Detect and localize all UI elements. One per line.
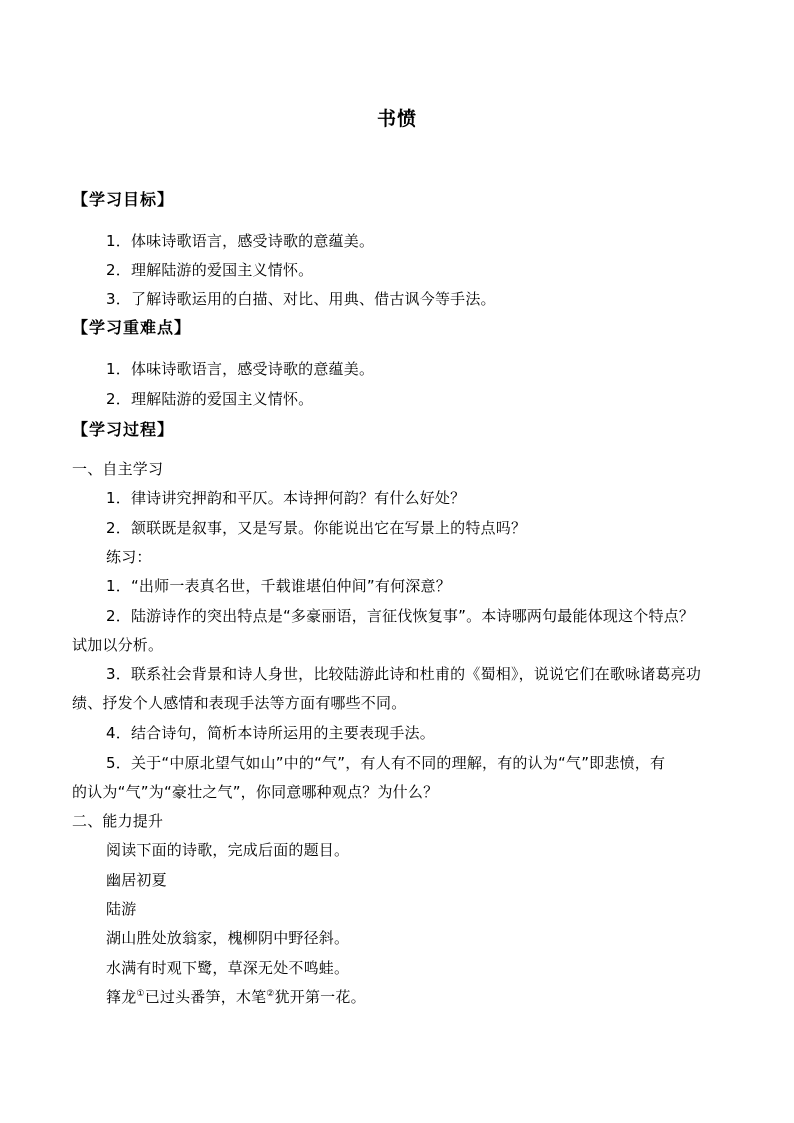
exercise-5-line2: 的认为“气”为“豪壮之气”，你同意哪种观点？为什么？ xyxy=(72,783,439,801)
objective-item: 3．了解诗歌运用的白描、对比、用典、借古讽今等手法。 xyxy=(106,290,496,308)
reading-instruction: 阅读下面的诗歌，完成后面的题目。 xyxy=(106,841,350,859)
key-points-heading: 【学习重难点】 xyxy=(72,318,192,337)
part1-title: 一、自主学习 xyxy=(72,460,164,478)
question-2: 2．颔联既是叙事，又是写景。你能说出它在写景上的特点吗？ xyxy=(106,519,527,537)
objective-item: 2．理解陆游的爱国主义情怀。 xyxy=(106,261,314,279)
poem-text: 犹开第一花。 xyxy=(274,988,366,1006)
exercise-1: 1．“出师一表真名世，千载谁堪伯仲间”有何深意？ xyxy=(106,577,451,595)
exercise-5-line1: 5．关于“中原北望气如山”中的“气”，有人有不同的理解，有的认为“气”即悲愤，有 xyxy=(106,754,666,772)
exercise-label: 练习： xyxy=(106,548,152,566)
poem-line xyxy=(106,987,366,1007)
key-point-item: 1．体味诗歌语言，感受诗歌的意蕴美。 xyxy=(106,360,375,378)
poem-title: 幽居初夏 xyxy=(106,871,167,889)
question-1: 1．律诗讲究押韵和平仄。本诗押何韵？有什么好处？ xyxy=(106,489,466,507)
exercise-2-line1: 2．陆游诗作的突出特点是“多豪丽语，言征伐恢复事”。本诗哪两句最能体现这个特点？ xyxy=(106,607,695,625)
poem-text: 已过头番笋，木笔 xyxy=(144,988,267,1006)
document-title: 书愤 xyxy=(376,108,417,130)
footnote-marker: ② xyxy=(266,989,275,999)
poem-author: 陆游 xyxy=(106,900,137,918)
poem-line: 湖山胜处放翁家，槐柳阴中野径斜。 xyxy=(106,929,350,947)
key-point-item: 2．理解陆游的爱国主义情怀。 xyxy=(106,390,314,408)
footnote-marker: ① xyxy=(136,989,145,999)
poem-line: 水满有时观下鹭，草深无处不鸣蛙。 xyxy=(106,959,350,977)
exercise-4: 4．结合诗句，简析本诗所运用的主要表现手法。 xyxy=(106,724,435,742)
exercise-2-line2: 试加以分析。 xyxy=(72,636,164,654)
exercise-3-line2: 绩、抒发个人感情和表现手法等方面有哪些不同。 xyxy=(72,694,407,712)
poem-text: 箨龙 xyxy=(106,988,137,1006)
exercise-3-line1: 3．联系社会背景和诗人身世，比较陆游此诗和杜甫的《蜀相》，说说它们在歌咏诸葛亮功 xyxy=(106,665,702,683)
objective-item: 1．体味诗歌语言，感受诗歌的意蕴美。 xyxy=(106,232,375,250)
process-heading: 【学习过程】 xyxy=(72,420,175,439)
objectives-heading: 【学习目标】 xyxy=(72,190,175,209)
part2-title: 二、能力提升 xyxy=(72,812,164,830)
